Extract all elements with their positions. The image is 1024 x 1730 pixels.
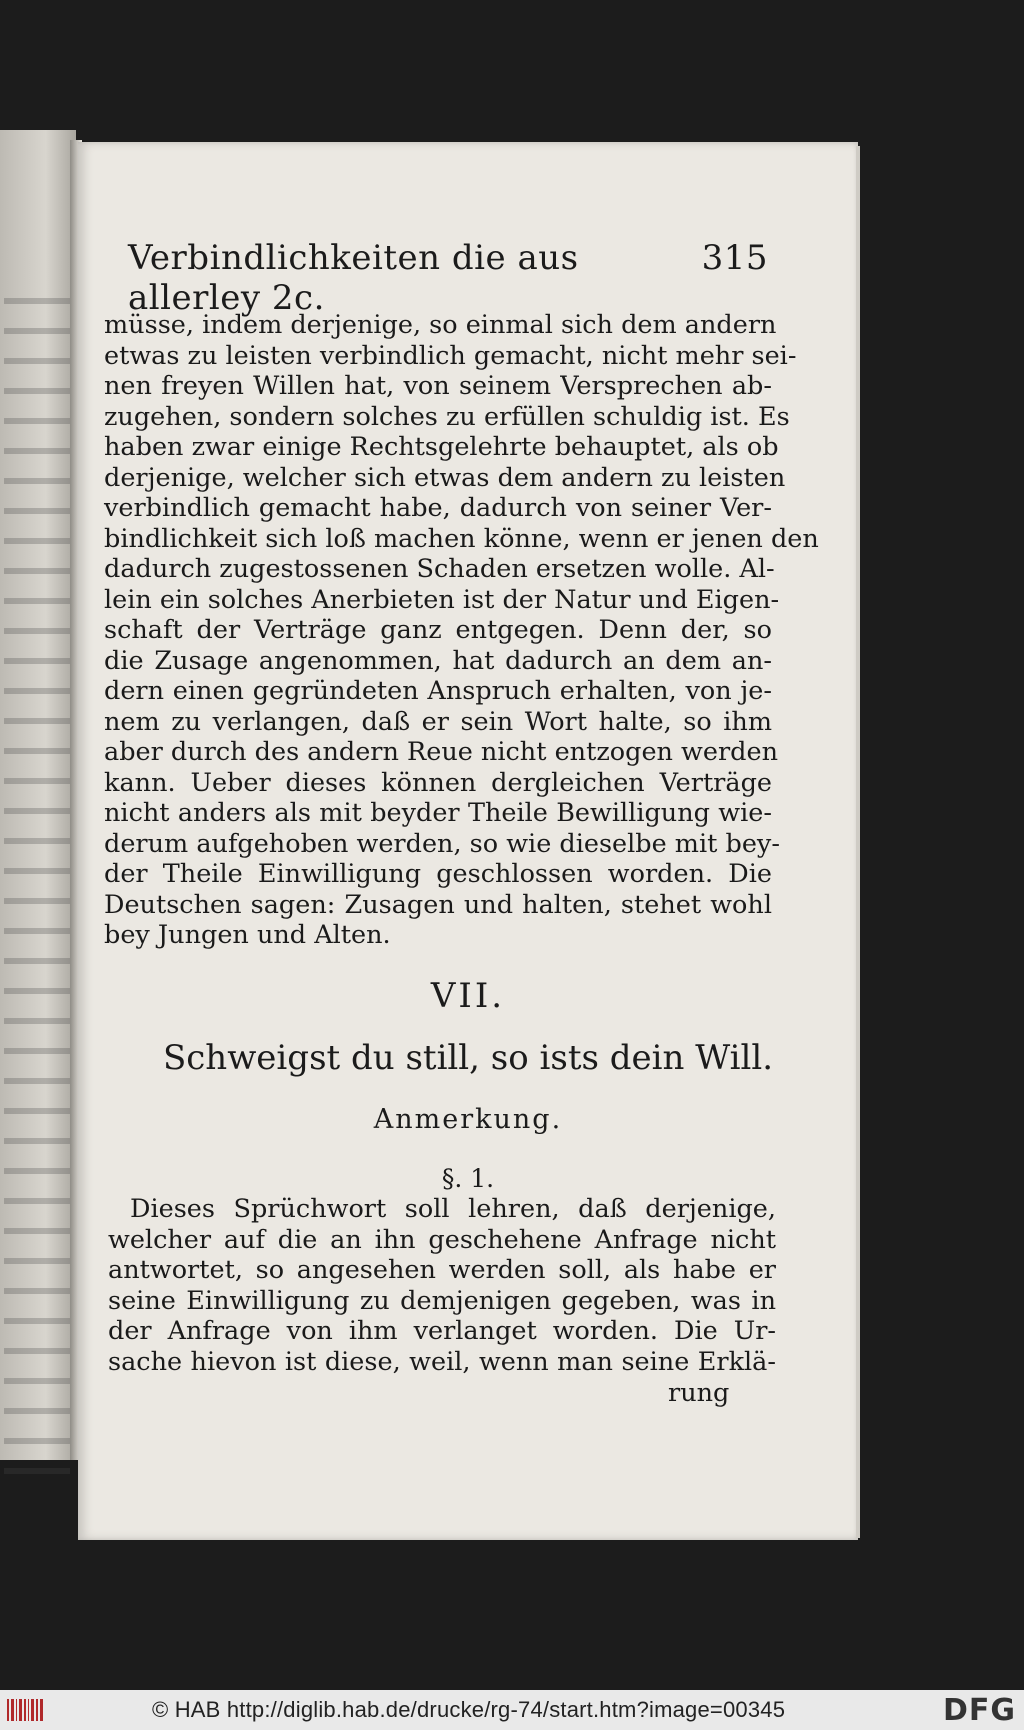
text-line: verbindlich gemacht habe, dadurch von seiner Ver- (104, 493, 772, 523)
dfg-logo: DFG (942, 1692, 1016, 1728)
paragraph-1 (104, 310, 819, 951)
text-line: haben zwar einige Rechtsgelehrte behauptet, als ob (104, 432, 779, 462)
barcode-icon (4, 1696, 48, 1724)
text-line: bey Jungen und Alten. (104, 920, 391, 950)
text-line: Deutschen sagen: Zusagen und halten, stehet wohl (104, 889, 772, 920)
text-line: schaft der Verträge ganz entgegen. Denn der, so (104, 615, 772, 645)
text-line: derum aufgehoben werden, so wie dieselbe mit bey- (104, 828, 780, 859)
text-line: kann. Ueber dieses können dergleichen Verträge (104, 767, 772, 798)
copyright-link[interactable]: © HAB http://diglib.hab.de/drucke/rg-74/start.htm?image=00345 (152, 1697, 786, 1722)
text-line: nem zu verlangen, daß er sein Wort halte, so ihm (104, 706, 772, 737)
running-head-title: Verbindlichkeiten die aus allerley 2c. (128, 238, 579, 318)
text-line: dadurch zugestossenen Schaden ersetzen wolle. Al- (104, 554, 775, 584)
paragraph-2 (108, 1194, 776, 1377)
catchword: rung (668, 1378, 730, 1408)
subheading: Anmerkung. (373, 1104, 563, 1135)
footer-bar (0, 1690, 1024, 1730)
text-line: die Zusage angenommen, hat dadurch an dem an- (104, 645, 772, 676)
text-line: der Theile Einwilligung geschlossen worden. Die (104, 859, 772, 889)
page-edge (856, 146, 860, 1538)
text-line: seine Einwilligung zu demjenigen gegeben, was in (108, 1285, 776, 1316)
text-line: welcher auf die an ihn geschehene Anfrage nicht (108, 1224, 776, 1255)
text-line: müsse, indem derjenige, so einmal sich dem andern (104, 310, 777, 340)
book-page (78, 142, 858, 1540)
text-line: derjenige, welcher sich etwas dem andern zu leisten (104, 462, 786, 493)
text-line: nicht anders als mit beyder Theile Bewilligung wie- (104, 798, 772, 828)
section-title: Schweigst du still, so ists dein Will. (162, 1038, 774, 1078)
page-number: 315 (701, 238, 768, 278)
text-line: bindlichkeit sich loß machen könne, wenn er jenen den (104, 523, 819, 554)
text-line: aber durch des andern Reue nicht entzogen werden (104, 737, 779, 767)
text-line: der Anfrage von ihm verlanget worden. Die Ur- (108, 1316, 776, 1346)
running-head (128, 238, 768, 318)
text-line: lein ein solches Anerbieten ist der Natur und Eigen- (104, 584, 780, 615)
text-line: etwas zu leisten verbindlich gemacht, nicht mehr sei- (104, 340, 797, 371)
text-line: Dieses Sprüchwort soll lehren, daß derjenige, (130, 1194, 776, 1224)
paragraph-mark: §. 1. (441, 1164, 495, 1193)
section-number: VII. (430, 976, 506, 1016)
left-page-bleed-text (4, 280, 70, 1480)
text-line: sache hievon ist diese, weil, wenn man seine Erklä- (108, 1346, 776, 1377)
text-line: nen freyen Willen hat, von seinem Versprechen ab- (104, 371, 772, 401)
text-line: antwortet, so angesehen werden soll, als habe er (108, 1255, 776, 1285)
text-line: dern einen gegründeten Anspruch erhalten, von je- (104, 676, 772, 706)
left-page-edge (0, 130, 76, 1460)
text-line: zugehen, sondern solches zu erfüllen schuldig ist. Es (104, 401, 790, 432)
